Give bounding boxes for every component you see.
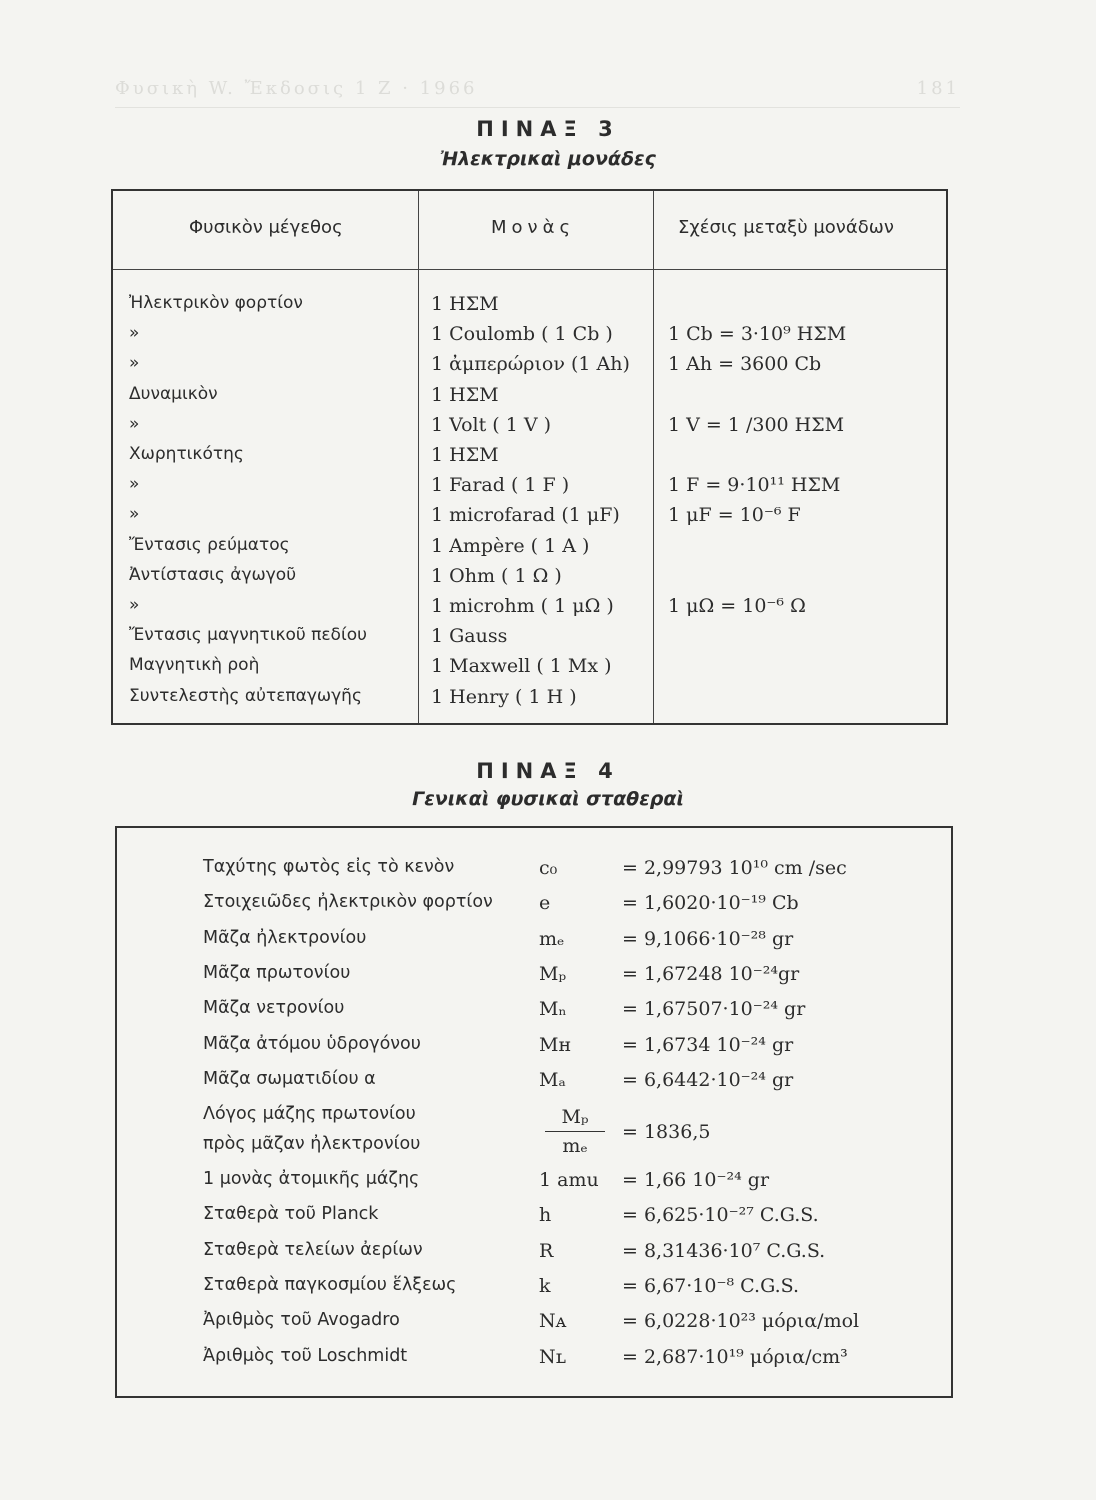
table-row: [113, 535, 946, 564]
table-row: [117, 928, 951, 962]
quantity-cell: Χωρητικότης: [129, 444, 244, 464]
constant-symbol: Mₐ: [539, 1068, 566, 1091]
unit-cell: 1 microhm ( 1 μΩ ): [431, 595, 614, 617]
electrical-units-table: [111, 189, 948, 725]
relation-cell: 1 F = 9·10¹¹ ΗΣΜ: [668, 474, 841, 497]
table-row: [117, 1034, 951, 1068]
constant-name: Στοιχειῶδες ἠλεκτρικὸν φορτίον: [203, 892, 493, 913]
constant-symbol: k: [539, 1274, 551, 1297]
table-row: [113, 414, 946, 443]
ratio-label-line2: πρὸς μᾶζαν ἠλεκτρονίου: [203, 1134, 421, 1154]
constant-name: Ἀριθμὸς τοῦ Loschmidt: [203, 1345, 408, 1366]
constant-name: 1 μονὰς ἀτομικῆς μάζης: [203, 1169, 420, 1189]
unit-cell: 1 Ampère ( 1 A ): [431, 534, 590, 557]
constant-symbol: Nᴀ: [539, 1310, 567, 1333]
quantity-cell: »: [129, 474, 140, 495]
header-unit: Μονὰς: [491, 217, 576, 238]
constant-name: Μᾶζα ἠλεκτρονίου: [203, 927, 367, 948]
unit-cell: 1 ἀμπερώριον (1 Ah): [431, 353, 630, 376]
ratio-value: = 1836,5: [622, 1121, 711, 1143]
table-row: [117, 1346, 951, 1380]
quantity-cell: Δυναμικὸν: [129, 383, 218, 404]
unit-cell: 1 Henry ( 1 H ): [431, 685, 577, 708]
physical-constants-table: [115, 826, 953, 1398]
table-row: [113, 595, 946, 624]
table-row: [117, 1169, 951, 1203]
constant-name: Μᾶζα νετρονίου: [203, 998, 345, 1019]
constant-value: = 1,67507·10⁻²⁴ gr: [622, 998, 806, 1021]
table-row: [117, 963, 951, 997]
constant-name: Μᾶζα πρωτονίου: [203, 962, 351, 983]
constant-value: = 6,625·10⁻²⁷ C.G.S.: [622, 1204, 819, 1227]
constant-value: = 9,1066·10⁻²⁸ gr: [622, 927, 794, 950]
constant-symbol: h: [539, 1204, 552, 1227]
table-row: [113, 565, 946, 594]
table-row: [113, 474, 946, 503]
unit-cell: 1 microfarad (1 μF): [431, 504, 620, 527]
constant-value: = 6,6442·10⁻²⁴ gr: [622, 1068, 794, 1091]
constant-symbol: c₀: [539, 857, 558, 879]
constant-name: Ταχύτης φωτὸς εἰς τὸ κενὸν: [203, 857, 455, 877]
constant-value: = 1,66 10⁻²⁴ gr: [622, 1169, 770, 1191]
constant-name: Μᾶζα σωματιδίου α: [203, 1068, 376, 1089]
quantity-cell: Ἔντασις μαγνητικοῦ πεδίου: [129, 625, 367, 646]
table-row: [113, 686, 946, 715]
header-relation: Σχέσις μεταξὺ μονάδων: [678, 217, 894, 238]
constant-value: = 8,31436·10⁷ C.G.S.: [622, 1239, 826, 1262]
table-row: [113, 293, 946, 322]
constant-symbol: e: [539, 892, 551, 915]
table-row: [117, 1310, 951, 1344]
relation-cell: 1 μΩ = 10⁻⁶ Ω: [668, 595, 806, 617]
table-row: [117, 892, 951, 926]
table-row: [113, 323, 946, 352]
unit-cell: 1 ΗΣΜ: [431, 444, 499, 466]
ratio-label-line1: Λόγος μάζης πρωτονίου: [203, 1104, 416, 1124]
quantity-cell: Μαγνητικὴ ροὴ: [129, 655, 260, 676]
table-row: [117, 857, 951, 891]
constant-symbol: Mₙ: [539, 998, 567, 1021]
table-row: [117, 1240, 951, 1274]
table-row: [113, 504, 946, 533]
table4-number: ΠΙΝΑΞ 4: [476, 759, 620, 783]
constant-symbol: Nʟ: [539, 1345, 566, 1368]
unit-cell: 1 Farad ( 1 F ): [431, 474, 570, 497]
constant-value: = 2,99793 10¹⁰ cm /sec: [622, 857, 847, 879]
ghost-page-number: 181: [916, 78, 960, 99]
unit-cell: 1 ΗΣΜ: [431, 383, 499, 406]
constant-value: = 6,67·10⁻⁸ C.G.S.: [622, 1274, 799, 1297]
table-row: [117, 1204, 951, 1238]
table-row: [117, 1275, 951, 1309]
quantity-cell: »: [129, 413, 140, 434]
constant-symbol: Mʜ: [539, 1033, 572, 1056]
unit-cell: 1 Maxwell ( 1 Mx ): [431, 655, 612, 678]
constant-value: = 1,6020·10⁻¹⁹ Cb: [622, 892, 799, 915]
header-quantity: Φυσικὸν μέγεθος: [189, 217, 343, 238]
table-row: [117, 998, 951, 1032]
relation-cell: 1 Cb = 3·10⁹ ΗΣΜ: [668, 323, 847, 346]
fraction-bar: [545, 1131, 605, 1132]
quantity-cell: »: [129, 504, 140, 525]
table-row: [113, 444, 946, 473]
constant-name: Σταθερὰ τοῦ Planck: [203, 1204, 379, 1225]
constant-value: = 1,6734 10⁻²⁴ gr: [622, 1033, 794, 1056]
constant-symbol: mₑ: [539, 927, 565, 950]
constant-symbol: 1 amu: [539, 1169, 599, 1191]
unit-cell: 1 Ohm ( 1 Ω ): [431, 564, 562, 587]
unit-cell: 1 Volt ( 1 V ): [431, 413, 552, 436]
table3-number: ΠΙΝΑΞ 3: [476, 117, 620, 141]
unit-cell: 1 ΗΣΜ: [431, 293, 499, 315]
constant-name: Μᾶζα ἀτόμου ὑδρογόνου: [203, 1033, 421, 1054]
ghost-header-text: Φυσικὴ W. Ἔκδοσις 1 Z · 1966: [115, 78, 478, 99]
table-row: [113, 655, 946, 684]
quantity-cell: Ἠλεκτρικὸν φορτίον: [129, 293, 303, 313]
unit-cell: 1 Gauss: [431, 625, 508, 648]
constant-value: = 6,0228·10²³ μόρια/mol: [622, 1310, 860, 1333]
ratio-fraction: [545, 1106, 605, 1157]
table-row: [113, 384, 946, 413]
quantity-cell: Συντελεστὴς αὐτεπαγωγῆς: [129, 685, 362, 706]
constant-value: = 1,67248 10⁻²⁴gr: [622, 962, 800, 985]
header-divider: [113, 269, 946, 270]
table-row: [113, 353, 946, 382]
quantity-cell: »: [129, 595, 140, 615]
table-row: [113, 625, 946, 654]
table3-title: Ἠλεκτρικαὶ μονάδες: [440, 148, 656, 170]
constant-name: Σταθερὰ τελείων ἀερίων: [203, 1239, 423, 1260]
quantity-cell: »: [129, 323, 140, 344]
fraction-denominator: mₑ: [562, 1135, 588, 1157]
constant-symbol: Mₚ: [539, 962, 567, 985]
relation-cell: 1 μF = 10⁻⁶ F: [668, 504, 801, 527]
fraction-numerator: Mₚ: [561, 1106, 589, 1128]
constant-symbol: R: [539, 1239, 554, 1262]
quantity-cell: Ἔντασις ρεύματος: [129, 534, 290, 555]
relation-cell: 1 V = 1 /300 ΗΣΜ: [668, 413, 845, 436]
constant-value: = 2,687·10¹⁹ μόρια/cm³: [622, 1345, 848, 1368]
table-row: [117, 1069, 951, 1103]
unit-cell: 1 Coulomb ( 1 Cb ): [431, 323, 613, 346]
constant-name: Ἀριθμὸς τοῦ Avogadro: [203, 1310, 400, 1331]
quantity-cell: Ἀντίστασις ἀγωγοῦ: [129, 564, 297, 585]
constant-name: Σταθερὰ παγκοσμίου ἕλξεως: [203, 1274, 457, 1295]
relation-cell: 1 Ah = 3600 Cb: [668, 353, 822, 376]
ghost-running-header: [115, 78, 960, 108]
table4-title: Γενικαὶ φυσικαὶ σταθεραὶ: [412, 788, 684, 810]
quantity-cell: »: [129, 353, 140, 374]
